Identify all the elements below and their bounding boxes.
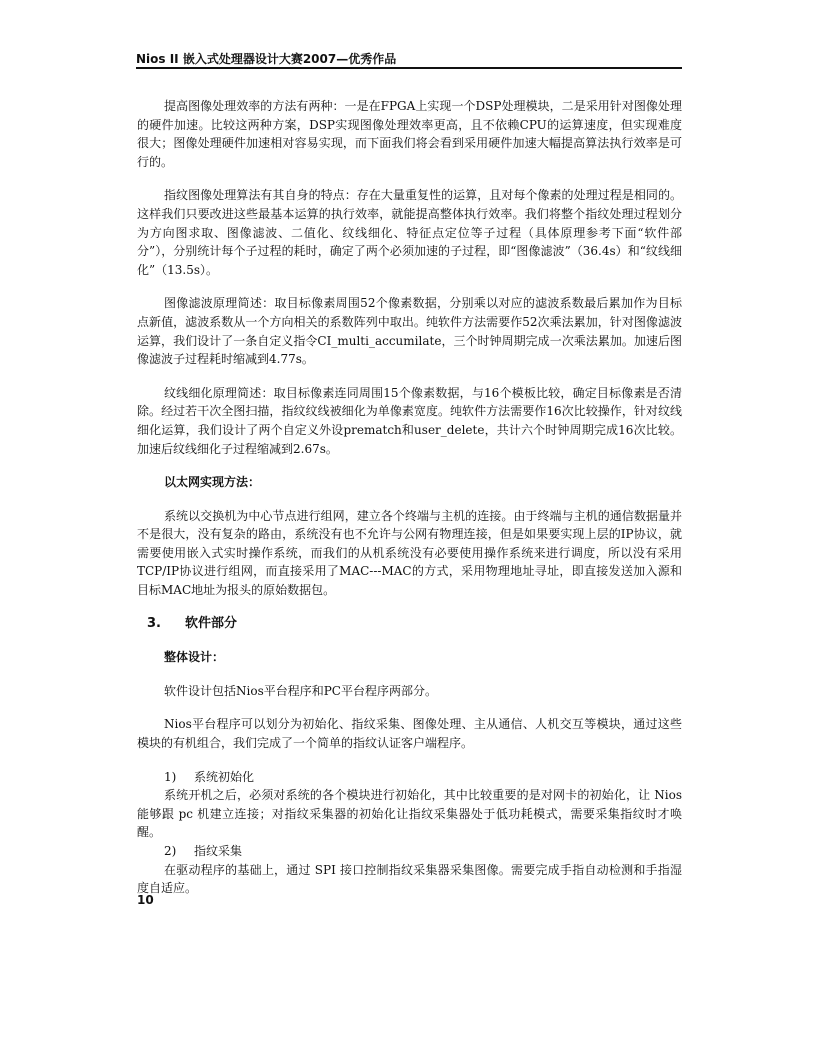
paragraph-fingerprint-algorithm: 指纹图像处理算法有其自身的特点：存在大量重复性的运算，且对每个像素的处理过程是相同的。这样我们只要改进这些最基本运算的执行效率，就能提高整体执行效率。我们将整个指纹处理过程划分为方向图求取、图像滤波、二值化、纹线细化、特征点定位等子过程（具体原理参考下面“软件部分”），分别统计每个子过程的耗时，确定了两个必须加速的子过程，即“图像滤波”（36.4s）和“纹线细化”（13.5s）。 (137, 188, 682, 277)
list-item-title: 系统初始化 (194, 769, 255, 784)
paragraph-fingerprint-capture: 在驱动程序的基础上，通过 SPI 接口控制指纹采集器采集图像。需要完成手指自动检测和手指湿度自适应。 (137, 862, 682, 896)
paragraph-nios-modules: Nios平台程序可以划分为初始化、指纹采集、图像处理、主从通信、人机交互等模块，通过这些模块的有机组合，我们完成了一个简单的指纹认证客户端程序。 (137, 717, 682, 751)
paragraph-image-filter: 图像滤波原理简述：取目标像素周围52个像素数据，分别乘以对应的滤波系数最后累加作为目标点新值，滤波系数从一个方向相关的系数阵列中取出。纯软件方法需要作52次乘法累加，针对图像滤波运算，我们设计了一条自定义指令CI_multi_accumilate，三个时钟周期完成一次乘法累加。加速后图像滤波子过程耗时缩减到4.77s。 (137, 296, 682, 367)
list-item-title: 指纹采集 (194, 844, 243, 858)
overall-design-heading: 整体设计： (164, 650, 225, 665)
list-item-number: 2) (164, 844, 177, 858)
paragraph-software-overview: 软件设计包括Nios平台程序和PC平台程序两部分。 (164, 683, 437, 698)
section-number: 3. (147, 615, 161, 631)
body-content (137, 97, 682, 898)
list-item-number: 1) (164, 769, 177, 784)
paragraph-system-init: 系统开机之后，必须对系统的各个模块进行初始化，其中比较重要的是对网卡的初始化，让 Nios 能够跟 pc 机建立连接；对指纹采集器的初始化让指纹采集器处于低功耗模式，需要采集指纹时才唤醒。 (137, 788, 682, 840)
page-number: 10 (137, 893, 154, 907)
list-item-init (164, 768, 682, 787)
section-title: 软件部分 (185, 615, 238, 631)
list-item-capture (164, 842, 682, 861)
header-rule (136, 67, 682, 69)
ethernet-heading: 以太网实现方法： (164, 475, 261, 490)
paragraph-acceleration-methods: 提高图像处理效率的方法有两种：一是在FPGA上实现一个DSP处理模块，二是采用针对图像处理的硬件加速。比较这两种方案，DSP实现图像处理效率更高，且不依赖CPU的运算速度，但实现难度很大；图像处理硬件加速相对容易实现，而下面我们将会看到采用硬件加速大幅提高算法执行效率是可行的。 (137, 99, 682, 169)
paragraph-ridge-thinning: 纹线细化原理简述：取目标像素连同周围15个像素数据，与16个模板比较，确定目标像素是否清除。经过若干次全图扫描，指纹纹线被细化为单像素宽度。纯软件方法需要作16次比较操作，针对纹线细化运算，我们设计了两个自定义外设prematch和user_delete，共计六个时钟周期完成16次比较。加速后纹线细化子过程缩减到2.67s。 (137, 385, 682, 456)
section-heading (147, 615, 682, 634)
paragraph-ethernet: 系统以交换机为中心节点进行组网，建立各个终端与主机的连接。由于终端与主机的通信数据量并不是很大，没有复杂的路由，系统没有也不允许与公网有物理连接，但是如果要实现上层的IP协议，就需要使用嵌入式实时操作系统，而我们的从机系统没有必要使用操作系统来进行调度，所以没有采用TCP/IP协议进行组网，而直接采用了MAC---MAC的方式，采用物理地址寻址，即直接发送加入源和目标MAC地址为报头的原始数据包。 (137, 508, 682, 598)
running-header: Nios II 嵌入式处理器设计大赛2007—优秀作品 (136, 52, 397, 66)
